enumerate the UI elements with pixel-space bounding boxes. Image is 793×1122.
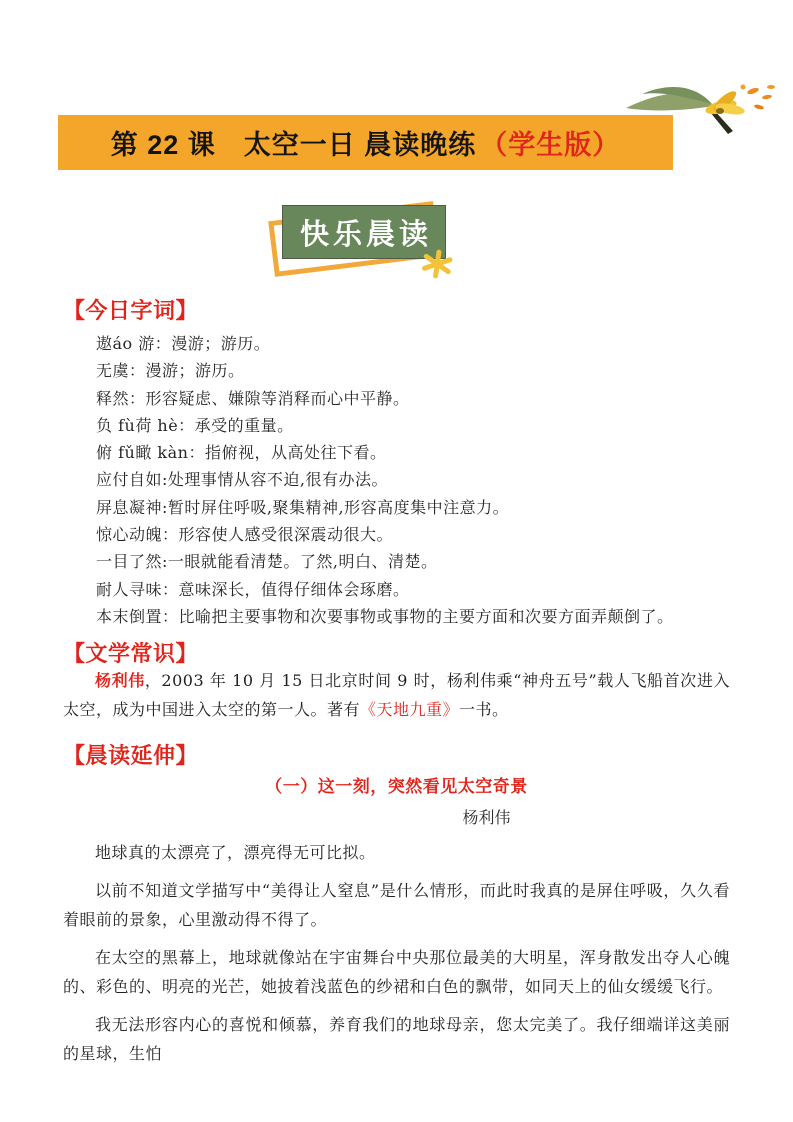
article-body — [63, 838, 730, 1077]
vocab-item: 惊心动魄：形容使人感受很深震动很大。 — [96, 525, 394, 545]
book-title-highlight: 《天地九重》 — [360, 700, 460, 719]
vocab-item: 释然：形容疑虑、嫌隙等消释而心中平静。 — [96, 388, 410, 408]
vocab-item: 耐人寻味：意味深长，值得仔细体会琢磨。 — [96, 579, 410, 599]
course-title: 第 22 课 太空一日 晨读晚练 — [110, 130, 477, 160]
literature-section-heading: 【文学常识】 — [63, 641, 199, 667]
literature-text-1: ，2003 年 10 月 15 日北京时间 9 时，杨利伟乘“神舟五号”载人飞船首次进入太空，成为中国进入太空的第一人。著有 — [63, 671, 730, 719]
article-paragraph: 地球真的太漂亮了，漂亮得无可比拟。 — [95, 843, 376, 862]
morning-reading-badge — [282, 193, 472, 288]
vocab-item: 负 fù荷 hè：承受的重量。 — [96, 415, 294, 435]
sparkle-icon — [418, 247, 456, 285]
author-name-highlight: 杨利伟 — [95, 671, 145, 690]
edition-label: （学生版） — [480, 130, 621, 160]
vocab-item: 应付自如:处理事情从容不迫,很有办法。 — [96, 470, 388, 490]
vocab-item: 俯 fǔ瞰 kàn：指俯视，从高处往下看。 — [96, 443, 387, 463]
article-paragraph: 以前不知道文学描写中“美得让人窒息”是什么情形，而此时我真的是屏住呼吸，久久看着眼前的景象，心里激动得不得了。 — [63, 881, 730, 929]
article-title: （一）这一刻，突然看见太空奇景 — [265, 777, 528, 797]
literature-text-2: 一书。 — [459, 700, 509, 719]
course-banner — [58, 115, 673, 170]
flower-decoration-icon — [620, 78, 792, 146]
vocab-item: 本末倒置：比喻把主要事物和次要事物或事物的主要方面和次要方面弄颠倒了。 — [96, 606, 674, 626]
article-author: 杨利伟 — [462, 808, 511, 827]
article-paragraph: 在太空的黑幕上，地球就像站在宇宙舞台中央那位最美的大明星，浑身散发出夺人心魄的、彩色的、明亮的光芒，她披着浅蓝色的纱裙和白色的飘带，如同天上的仙女缓缓飞行。 — [63, 948, 730, 996]
vocab-item: 屏息凝神:暂时屏住呼吸,聚集精神,形容高度集中注意力。 — [96, 497, 510, 517]
vocab-item: 无虞：漫游；游历。 — [96, 361, 245, 381]
extension-section-heading: 【晨读延伸】 — [63, 743, 199, 769]
vocab-list — [63, 330, 743, 630]
vocab-item: 遨áo 游：漫游；游历。 — [96, 334, 271, 353]
vocab-section-heading: 【今日字词】 — [63, 298, 199, 324]
vocab-item: 一目了然:一眼就能看清楚。了然,明白、清楚。 — [96, 552, 438, 572]
badge-label: 快乐晨读 — [282, 205, 446, 259]
article-paragraph: 我无法形容内心的喜悦和倾慕，养育我们的地球母亲，您太完美了。我仔细端详这美丽的星球，生怕 — [63, 1015, 730, 1063]
literature-paragraph — [63, 666, 730, 724]
